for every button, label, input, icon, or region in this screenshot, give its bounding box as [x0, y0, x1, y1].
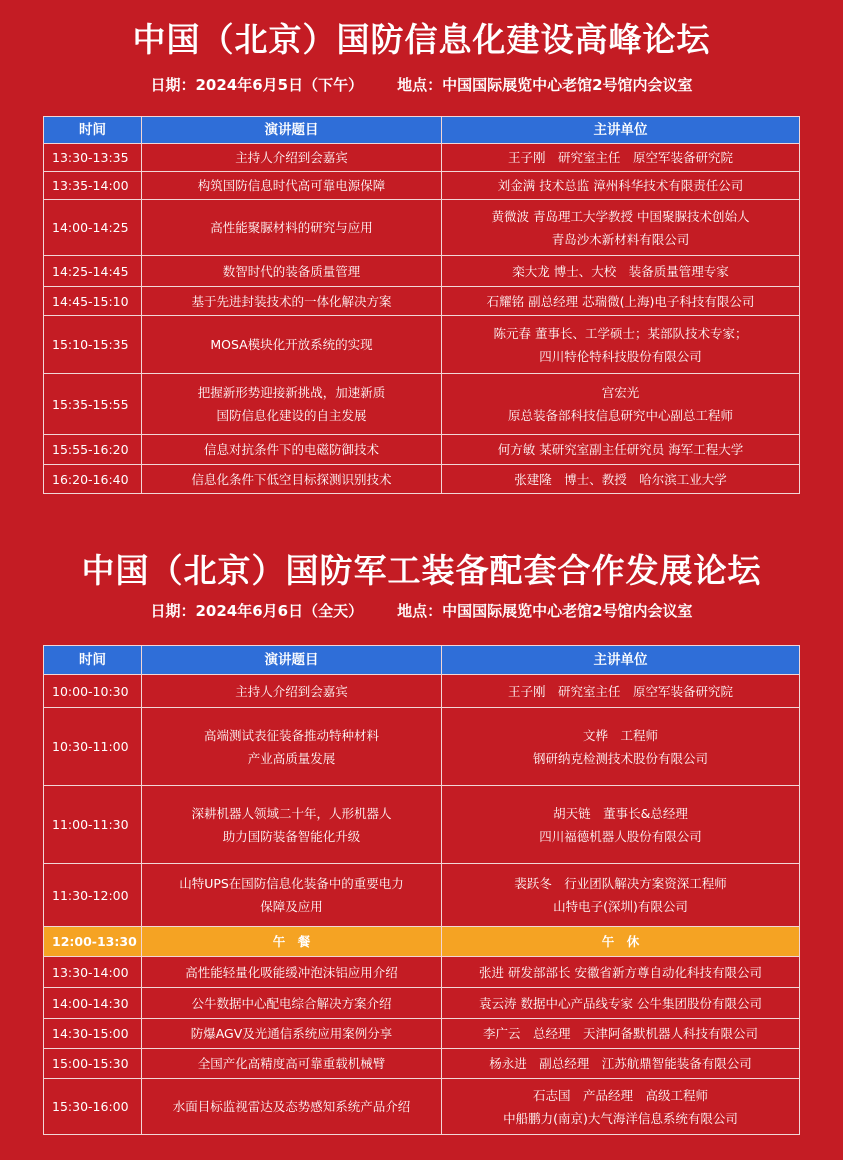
topic-cell [142, 1079, 442, 1135]
table-row [44, 1079, 800, 1135]
table-row [44, 786, 800, 864]
topic-line: 高端测试表征装备推动特种材料 [203, 727, 379, 743]
speaker-line: 袁云涛 数据中心产品线专家 公牛集团股份有限公司 [479, 995, 762, 1011]
time-cell: 14:45-15:10 [44, 287, 142, 316]
forum2-date: 日期：2024年6月6日（全天） [150, 602, 364, 620]
time-cell: 15:55-16:20 [44, 435, 142, 465]
topic-line: MOSA模块化开放系统的实现 [210, 337, 373, 352]
speaker-cell [442, 465, 800, 494]
time-cell: 12:00-13:30 [44, 927, 142, 957]
table-row [44, 256, 800, 287]
time-cell: 10:30-11:00 [44, 708, 142, 786]
column-header: 演讲题目 [142, 646, 442, 675]
speaker-line: 何方敏 某研究室副主任研究员 海军工程大学 [497, 442, 744, 457]
table-row [44, 1049, 800, 1079]
table-row [44, 675, 800, 708]
topic-cell [142, 927, 442, 957]
topic-line: 主持人介绍到会嘉宾 [235, 683, 348, 699]
table-row [44, 435, 800, 465]
speaker-cell [442, 200, 800, 256]
topic-cell [142, 200, 442, 256]
forum2-schedule-table [43, 645, 800, 1135]
speaker-line: 王子刚 研究室主任 原空军装备研究院 [507, 150, 733, 165]
speaker-cell [442, 1019, 800, 1049]
table-header-row [44, 117, 800, 144]
speaker-cell [442, 927, 800, 957]
speaker-cell [442, 708, 800, 786]
topic-line: 高性能轻量化吸能缓冲泡沫铝应用介绍 [185, 964, 398, 980]
time-cell: 13:30-14:00 [44, 957, 142, 988]
topic-line: 午 餐 [272, 934, 311, 949]
speaker-cell [442, 1049, 800, 1079]
topic-cell [142, 256, 442, 287]
table-row [44, 374, 800, 435]
table-row [44, 316, 800, 374]
speaker-cell [442, 988, 800, 1019]
speaker-line: 石志国 产品经理 高级工程师 [532, 1087, 708, 1103]
speaker-cell [442, 256, 800, 287]
table-row [44, 864, 800, 927]
topic-line: 高性能聚脲材料的研究与应用 [210, 220, 373, 235]
topic-cell [142, 172, 442, 200]
column-header: 主讲单位 [442, 646, 800, 675]
speaker-cell [442, 144, 800, 172]
speaker-cell [442, 786, 800, 864]
speaker-line: 张建隆 博士、教授 哈尔滨工业大学 [514, 471, 727, 487]
speaker-line: 中船鹏力(南京)大气海洋信息系统有限公司 [503, 1110, 738, 1126]
speaker-line: 青岛沙木新材料有限公司 [551, 231, 690, 247]
forum1-date: 日期：2024年6月5日（下午） [150, 76, 364, 94]
column-header: 演讲题目 [142, 117, 442, 144]
speaker-line: 文桦 工程师 [582, 727, 658, 743]
topic-cell [142, 287, 442, 316]
column-header: 时间 [44, 117, 142, 144]
table-row [44, 144, 800, 172]
topic-line: 数智时代的装备质量管理 [222, 263, 361, 279]
topic-line: 深耕机器人领域二十年，人形机器人 [191, 805, 392, 821]
topic-line: 国防信息化建设的自主发展 [216, 408, 367, 423]
topic-cell [142, 864, 442, 927]
topic-line: 基于先进封装技术的一体化解决方案 [191, 293, 392, 309]
topic-line: 助力国防装备智能化升级 [222, 828, 361, 844]
topic-cell [142, 144, 442, 172]
speaker-cell [442, 675, 800, 708]
topic-cell [142, 374, 442, 435]
speaker-line: 四川特伦特科技股份有限公司 [539, 348, 702, 364]
speaker-line: 原总装备部科技信息研究中心副总工程师 [507, 408, 733, 423]
topic-cell [142, 1019, 442, 1049]
topic-line: 主持人介绍到会嘉宾 [235, 150, 348, 165]
column-header: 时间 [44, 646, 142, 675]
speaker-cell [442, 374, 800, 435]
time-cell: 11:00-11:30 [44, 786, 142, 864]
speaker-cell [442, 864, 800, 927]
topic-line: 全国产化高精度高可靠重载机械臂 [197, 1056, 386, 1071]
topic-line: 把握新形势迎接新挑战，加速新质 [197, 385, 386, 400]
forum1-subtitle [0, 74, 843, 95]
lunch-break-row [44, 927, 800, 957]
forum1-schedule-table [43, 116, 800, 494]
forum2-location: 地点：中国国际展览中心老馆2号馆内会议室 [397, 602, 693, 620]
topic-line: 山特UPS在国防信息化装备中的重要电力 [179, 876, 404, 891]
table-row [44, 988, 800, 1019]
table-row [44, 1019, 800, 1049]
time-cell: 13:30-13:35 [44, 144, 142, 172]
topic-cell [142, 316, 442, 374]
topic-line: 信息对抗条件下的电磁防御技术 [203, 442, 379, 457]
time-cell: 16:20-16:40 [44, 465, 142, 494]
speaker-cell [442, 287, 800, 316]
topic-line: 公牛数据中心配电综合解决方案介绍 [191, 995, 392, 1011]
speaker-line: 栾大龙 博士、大校 装备质量管理专家 [512, 263, 729, 279]
time-cell: 14:25-14:45 [44, 256, 142, 287]
table-row [44, 172, 800, 200]
topic-line: 水面目标监视雷达及态势感知系统产品介绍 [172, 1099, 411, 1114]
time-cell: 14:00-14:25 [44, 200, 142, 256]
speaker-line: 张进 研发部部长 安徽省新方尊自动化科技有限公司 [479, 964, 762, 980]
topic-cell [142, 675, 442, 708]
time-cell: 15:00-15:30 [44, 1049, 142, 1079]
time-cell: 11:30-12:00 [44, 864, 142, 927]
topic-line: 信息化条件下低空目标探测识别技术 [191, 471, 392, 487]
forum1-location: 地点：中国国际展览中心老馆2号馆内会议室 [397, 76, 693, 94]
forum2-title: 中国（北京）国防军工装备配套合作发展论坛 [81, 551, 762, 590]
topic-cell [142, 708, 442, 786]
table-row [44, 287, 800, 316]
speaker-line: 黄微波 青岛理工大学教授 中国聚脲技术创始人 [491, 208, 750, 224]
topic-line: 构筑国防信息时代高可靠电源保障 [197, 178, 386, 193]
speaker-line: 石耀铭 副总经理 芯瑞微(上海)电子科技有限公司 [486, 293, 755, 309]
time-cell: 14:30-15:00 [44, 1019, 142, 1049]
table-row [44, 708, 800, 786]
table-row [44, 465, 800, 494]
table-header-row [44, 646, 800, 675]
speaker-cell [442, 435, 800, 465]
speaker-cell [442, 957, 800, 988]
topic-line: 防爆AGV及光通信系统应用案例分享 [190, 1026, 393, 1041]
speaker-line: 宫宏光 [601, 385, 640, 400]
time-cell: 15:30-16:00 [44, 1079, 142, 1135]
speaker-cell [442, 316, 800, 374]
speaker-line: 王子刚 研究室主任 原空军装备研究院 [507, 683, 733, 699]
topic-cell [142, 1049, 442, 1079]
topic-cell [142, 988, 442, 1019]
table-row [44, 200, 800, 256]
speaker-line: 陈元春 董事长、工学硕士；某部队技术专家； [493, 325, 748, 341]
speaker-line: 午 休 [601, 934, 640, 949]
topic-cell [142, 786, 442, 864]
time-cell: 10:00-10:30 [44, 675, 142, 708]
column-header: 主讲单位 [442, 117, 800, 144]
speaker-line: 山特电子(深圳)有限公司 [553, 899, 688, 914]
time-cell: 15:35-15:55 [44, 374, 142, 435]
speaker-line: 杨永进 副总经理 江苏航鼎智能装备有限公司 [489, 1056, 752, 1071]
speaker-line: 钢研纳克检测技术股份有限公司 [532, 750, 708, 766]
topic-cell [142, 465, 442, 494]
speaker-line: 胡天链 董事长&总经理 [553, 805, 688, 821]
topic-cell [142, 957, 442, 988]
speaker-line: 刘金满 技术总监 漳州科华技术有限责任公司 [497, 178, 744, 193]
time-cell: 13:35-14:00 [44, 172, 142, 200]
speaker-line: 四川福德机器人股份有限公司 [539, 828, 702, 844]
forum2-subtitle [0, 600, 843, 621]
time-cell: 15:10-15:35 [44, 316, 142, 374]
forum1-title: 中国（北京）国防信息化建设高峰论坛 [132, 20, 711, 59]
speaker-cell [442, 172, 800, 200]
speaker-line: 裴跃冬 行业团队解决方案资深工程师 [514, 876, 727, 891]
time-cell: 14:00-14:30 [44, 988, 142, 1019]
topic-cell [142, 435, 442, 465]
table-row [44, 957, 800, 988]
topic-line: 保障及应用 [260, 899, 323, 914]
speaker-line: 李广云 总经理 天津阿备默机器人科技有限公司 [482, 1026, 758, 1041]
topic-line: 产业高质量发展 [247, 750, 336, 766]
speaker-cell [442, 1079, 800, 1135]
